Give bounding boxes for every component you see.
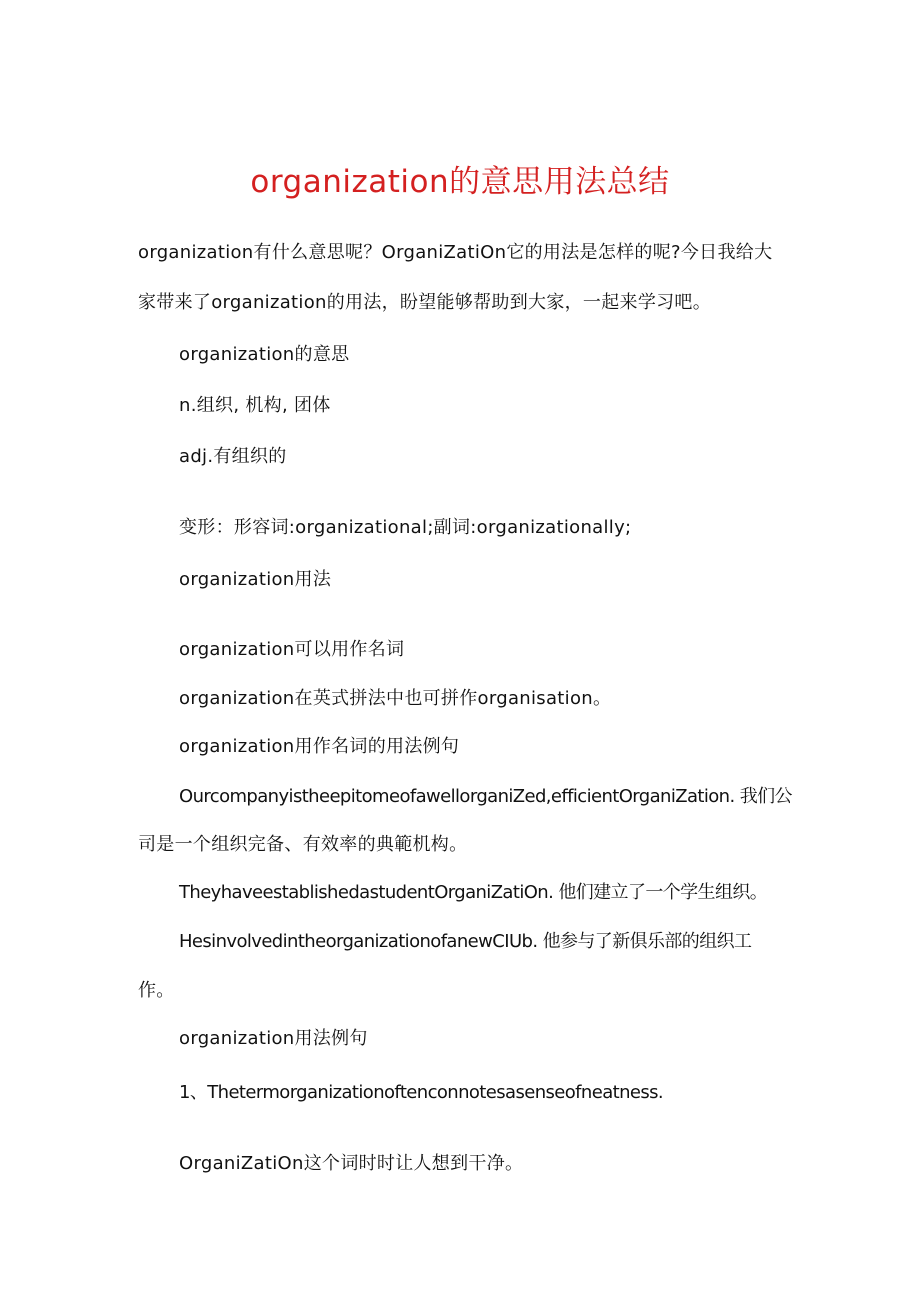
usage-british: organization在英式拼法中也可拼作organisation。 (179, 688, 612, 709)
intro-line-1: organization有什么意思呢？OrganiZatiOn它的用法是怎样的呢?今日我给大 (138, 242, 773, 263)
example-3-line-1: HesinvolvedintheorganizationofanewCIUb. 他参与了新俱乐部的组织工 (179, 931, 752, 952)
usage-heading: organization用法 (179, 569, 332, 590)
intro-line-2: 家带来了organization的用法，盼望能够帮助到大家，一起来学习吧。 (138, 292, 712, 313)
document-title: organization的意思用法总结 (250, 164, 670, 200)
example-3-line-2: 作。 (138, 980, 175, 1001)
example-1-line-1: OurcompanyistheepitomeofawellorganiZed,efficientOrganiZation. 我们公 (179, 786, 792, 807)
meaning-adj: adj.有组织的 (179, 446, 287, 467)
examples-heading: organization用法例句 (179, 1028, 368, 1049)
example-2: TheyhaveestablishedastudentOrganiZatiOn. 他们建立了一个学生组织。 (179, 882, 768, 903)
noun-examples-heading: organization用作名词的用法例句 (179, 736, 460, 757)
usage-noun: organization可以用作名词 (179, 639, 405, 660)
meaning-heading: organization的意思 (179, 344, 350, 365)
variants-line: 变形：形容词:organizational;副词:organizationally; (179, 517, 632, 538)
sentence-1-english: 1、Thetermorganizationoftenconnotesasenseofneatness. (179, 1082, 664, 1103)
example-1-line-2: 司是一个组织完备、有效率的典範机构。 (138, 834, 468, 855)
meaning-noun: n.组织, 机构, 团体 (179, 395, 331, 416)
sentence-1-chinese: OrganiZatiOn这个词时时让人想到干净。 (179, 1153, 524, 1174)
